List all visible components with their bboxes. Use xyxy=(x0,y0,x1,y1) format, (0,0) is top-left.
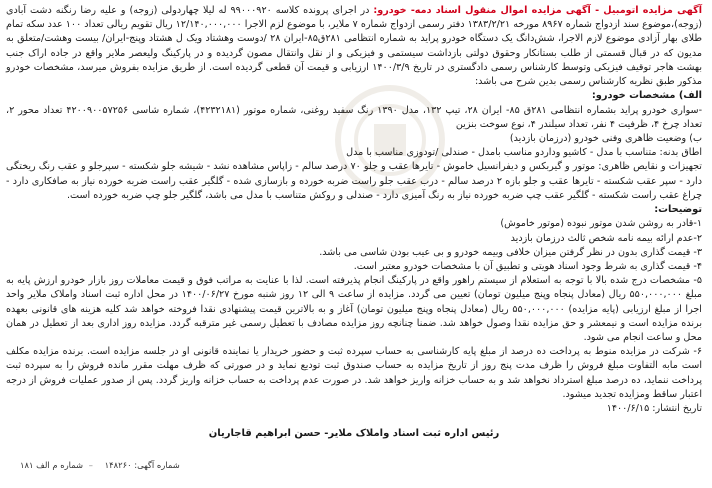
note-1: ۱-قادر به روشن شدن موتور نبوده (موتور خاموش) xyxy=(500,218,702,230)
notice-title: آگهی مزایده اتومبیل - آگهی مزایده اموال منقول اسناد دمه- خودرو: xyxy=(373,5,702,16)
note-2: ۲-عدم ارائه بیمه نامه شخص ثالث درزمان بازدید xyxy=(510,232,702,244)
section-vehicle-specs: الف) مشخصات خودرو: xyxy=(591,90,702,102)
section-notes: توضیحات: xyxy=(654,204,702,216)
publish-date: تاریخ انتشار: ۱۴۰۰/۶/۱۵ xyxy=(606,403,702,415)
signature-line: رئیس اداره ثبت اسناد واملاک ملایر- حسن ابراهیم قاجاریان xyxy=(208,428,500,440)
note-6: ۶- شرکت در مزایده منوط به پرداخت ده درصد از مبلغ پایه کارشناسی به حساب سپرده ثبت و حضور خریدار یا نماینده قانونی او در جلسه مزایده است. برنده مزایده مکلف است مابه التفاوت مبلغ فروش را ظرف مدت پنج روز از تاریخ مزایده به حساب صندوق ثبت تودیع نماید و در صورتی که ظرف مهلت مقرر مانده فروش را به سپرده ثبت پرداخت ننماید، ده درصد مبلغ استرداد نخواهد شد و به حساب خزانه واریز خواهد شد. در صورت عدم پرداخت به حساب خزانه واریز گردد. پس از صدور عملیات فروش از درجه اعتبار ساقط ومزایده تجدید میشود. xyxy=(6,346,702,400)
notice-code: شماره آگهی: ۱۴۸۲۶۰ xyxy=(104,460,180,470)
note-5: ۵- مشخصات درج شده بالا با توجه به استعلام از سیستم راهور واقع در پارکینگ انجام پذیرفته است. لذا با عنایت به مراتب فوق و قیمت معاملات روز بازار خودرو ارزش پایه به مبلغ ۵۵۰,۰۰۰,۰۰۰ ریال (معادل پنجاه وپنج میلیون تومان) تعیین می گردد. مزایده از ساعت ۹ الی ۱۲ روز شنبه مورخ ۱۴۰۰/۰۶/۲۷ در محل اداره ثبت اسناد واملاک ملایر واحد اجرا از مبلغ ارزیابی (پایه مزایده) ۵۵۰,۰۰۰,۰۰۰ ریال (معادل پنجاه وپنج میلیون تومان) آغاز و به بالاترین قیمت پیشنهادی نقدا فروخته خواهد شد کلیه هزینه های قانونی بعهده برنده مزایده است و نیمعشر و حق مزایده نقدا وصول خواهد شد. ضمنا چنانچه روز مزایده مصادف با تعطیل رسمی غیر مترقبه گردد. مزایده روز اداری بعد از تعطیل در همان محل و ساعت انجام می شود. xyxy=(6,275,702,344)
notice-intro-text: در اجرای پرونده کلاسه ۹۹۰۰۰۹۲۰ له لیلا چهاردولی (زوجه) و علیه رضا رنگنه دشت آبادی (زوجه)،موضوع سند ازدواج شماره ۸۹۶۷ مورخه ۱۳۸۳/۲/۲۱ دفتر رسمی ازدواج شماره ۷ ملایر، با موضوع لزم الاجرا ۱۲/۱۴۰,۰۰۰,۰۰۰ ریال تقویم ریالی تعداد ۱۰۰ عدد سکه تمام طلای بهار آزادی موضوع لازم الاجرا، شش‌دانگ یک دستگاه خودرو پراید به شماره انتظامی ۲۸۱ق۸۵-ایران ۲۸ /دوست وهشتاد ویک ل هشتاد وپنج-ایران/ بیست وهشت/متعلق به مدیون که در قبال قسمتی از طلب بستانکار وحقوق دولتی بازداشت سیستمی و فیزیکی و از نقل وانتقال مصون گردیده و در پارکینگ ولیعصر ملایر واقع در جاده اراک جنب بهشت هاجر توقیف فیزیکی وتوسط کارشناس رسمی دادگستری در تاریخ ۱۴۰۰/۳/۹ ارزیابی و قیمت آن قطعی گردیده است. از طریق مزایده بفروش میرسد، مشخصات خودرو مذکور طبق نظریه کارشناس رسمی بدین شرح می باشد: xyxy=(6,5,703,88)
note-3: ۳- قیمت گذاری بدون در نظر گرفتن میزان خلافی وبیمه خودرو و بی عیب بودن شاسی می باشد. xyxy=(319,246,702,258)
vehicle-spec-4: تجهیزات و نقایص ظاهری: موتور و گیربکس و دیفرانسیل خاموش - تایرها عقب و جلو ۷۰ درصد سالم - زاپاس مشاهده نشد - شیشه جلو شکسته - سپرجلو و عقب رنگ ریختگی دارد - سپر عقب شکسته - تایرها عقب و جلو بازه ۲ درصد سالم - درب عقب جلو راست ضربه خورده و بازسازی شده - گلگیر عقب راست ضربه خورده نیاز به صافکاری دارد - چراغ عقب راست شکسته - گلگیر عقب چپ ضربه خورده نیاز به رنگ آمیزی دارد - صندلی و روکش متناسب با مدل می باشد، گلگیر جلو چپ ضربه خورده است. xyxy=(6,161,702,201)
footer-separator: – xyxy=(88,460,93,470)
note-4: ۴- قیمت گذاری به شرط وجود اسناد هویتی و تطبیق آن با مشخصات خودرو معتبر است. xyxy=(353,261,702,273)
vehicle-spec-3: اطاق بدنه: متناسب با مدل - کاشیو وداردو مناسب بامدل - صندلی /تودوزی مناسب با مدل xyxy=(346,147,702,159)
vehicle-spec-2: ب) وضعیت ظاهری وفنی خودرو (درزمان بازدید) xyxy=(509,133,702,145)
vehicle-spec-1: -سواری خودرو پراید بشماره انتظامی ۲۸۱ق ۸۵- ایران ۲۸، تیپ ۱۳۲، مدل ۱۳۹۰ رنگ سفید روغنی، شماره موتور (۴۲۳۲۱۸۱)، شماره شاسی ۴۲۰۰۹۰۰۵۷۲۵۶ تعداد محور ۲، تعداد چرخ ۴، ظرفیت ۴ نفر، تعداد سیلندر ۴، نوع سوخت بنزین xyxy=(6,104,703,130)
notice-ref: شماره م الف ۱۸۱ xyxy=(20,460,84,470)
notice-intro xyxy=(6,4,702,89)
notice-footer xyxy=(14,460,180,470)
